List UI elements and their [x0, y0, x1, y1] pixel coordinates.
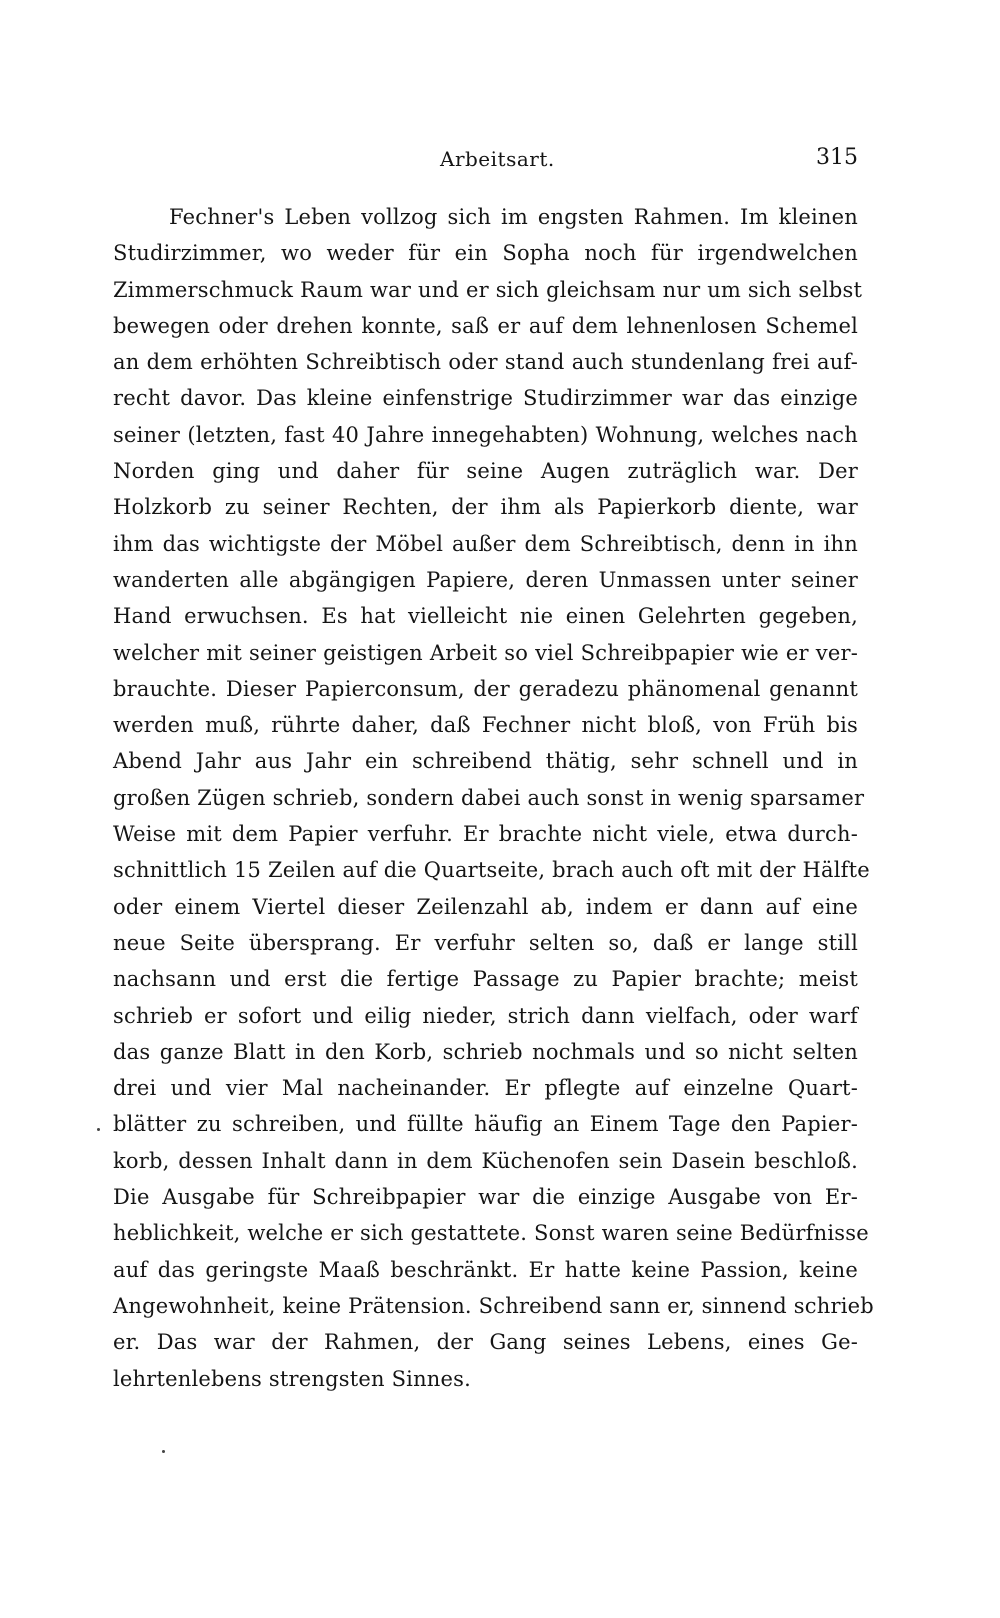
text-line: Hand erwuchsen. Es hat vielleicht nie einen Gelehrten gegeben,: [113, 604, 858, 629]
margin-speck: [97, 1128, 100, 1131]
text-line: seiner (letzten, fast 40 Jahre innegehabten) Wohnung, welches nach: [113, 422, 858, 447]
body-text: [113, 199, 874, 1397]
text-line: das ganze Blatt in den Korb, schrieb nochmals und so nicht selten: [113, 1039, 858, 1064]
page-number: 315: [816, 145, 858, 170]
text-line: an dem erhöhten Schreibtisch oder stand auch stundenlang frei auf-: [113, 350, 858, 375]
text-line: nachsann und erst die fertige Passage zu Papier brachte; meist: [113, 967, 858, 992]
text-line: neue Seite übersprang. Er verfuhr selten so, daß er lange still: [113, 930, 858, 955]
text-line: Fechner's Leben vollzog sich im engsten Rahmen. Im kleinen: [169, 205, 858, 229]
text-line: blätter zu schreiben, und füllte häufig an Einem Tage den Papier-: [113, 1112, 858, 1137]
text-line: recht davor. Das kleine einfenstrige Studirzimmer war das einzige: [113, 386, 858, 411]
text-line: schnittlich 15 Zeilen auf die Quartseite, brach auch oft mit der Hälfte: [113, 858, 870, 883]
text-line: wanderten alle abgängigen Papiere, deren Unmassen unter seiner: [113, 567, 858, 592]
running-title: Arbeitsart.: [440, 147, 555, 171]
text-line: heblichkeit, welche er sich gestattete. Sonst waren seine Bedürfnisse: [113, 1221, 869, 1246]
text-line: brauchte. Dieser Papierconsum, der geradezu phänomenal genannt: [113, 676, 858, 701]
text-line: korb, dessen Inhalt dann in dem Küchenofen sein Dasein beschloß.: [113, 1148, 858, 1173]
margin-speck: [162, 1450, 165, 1453]
text-line: welcher mit seiner geistigen Arbeit so viel Schreibpapier wie er ver-: [113, 640, 858, 665]
text-line: großen Zügen schrieb, sondern dabei auch sonst in wenig sparsamer: [113, 785, 865, 810]
text-line: schrieb er sofort und eilig nieder, strich dann vielfach, oder warf: [113, 1003, 858, 1028]
text-line: Angewohnheit, keine Prätension. Schreibend sann er, sinnend schrieb: [113, 1293, 874, 1318]
text-line: Abend Jahr aus Jahr ein schreibend thätig, sehr schnell und in: [113, 749, 858, 774]
text-line: Die Ausgabe für Schreibpapier war die einzige Ausgabe von Er-: [113, 1185, 858, 1210]
text-line: auf das geringste Maaß beschränkt. Er hatte keine Passion, keine: [113, 1257, 858, 1282]
text-line: Norden ging und daher für seine Augen zuträglich war. Der: [113, 459, 858, 484]
text-line: werden muß, rührte daher, daß Fechner nicht bloß, von Früh bis: [113, 713, 858, 738]
text-line: Holzkorb zu seiner Rechten, der ihm als Papierkorb diente, war: [113, 495, 858, 520]
text-line: lehrtenlebens strengsten Sinnes.: [113, 1366, 472, 1391]
text-line: bewegen oder drehen konnte, saß er auf dem lehnenlosen Schemel: [113, 313, 858, 338]
text-line: drei und vier Mal nacheinander. Er pflegte auf einzelne Quart-: [113, 1076, 858, 1101]
running-header: [0, 147, 1000, 177]
text-line: Weise mit dem Papier verfuhr. Er brachte nicht viele, etwa durch-: [113, 822, 858, 847]
text-line: Zimmerschmuck Raum war und er sich gleichsam nur um sich selbst: [113, 277, 863, 302]
text-line: ihm das wichtigste der Möbel außer dem Schreibtisch, denn in ihn: [113, 531, 858, 556]
text-line: oder einem Viertel dieser Zeilenzahl ab, indem er dann auf eine: [113, 894, 858, 919]
text-line: Studirzimmer, wo weder für ein Sopha noch für irgendwelchen: [113, 241, 858, 266]
text-line: er. Das war der Rahmen, der Gang seines Lebens, eines Ge-: [113, 1330, 858, 1355]
